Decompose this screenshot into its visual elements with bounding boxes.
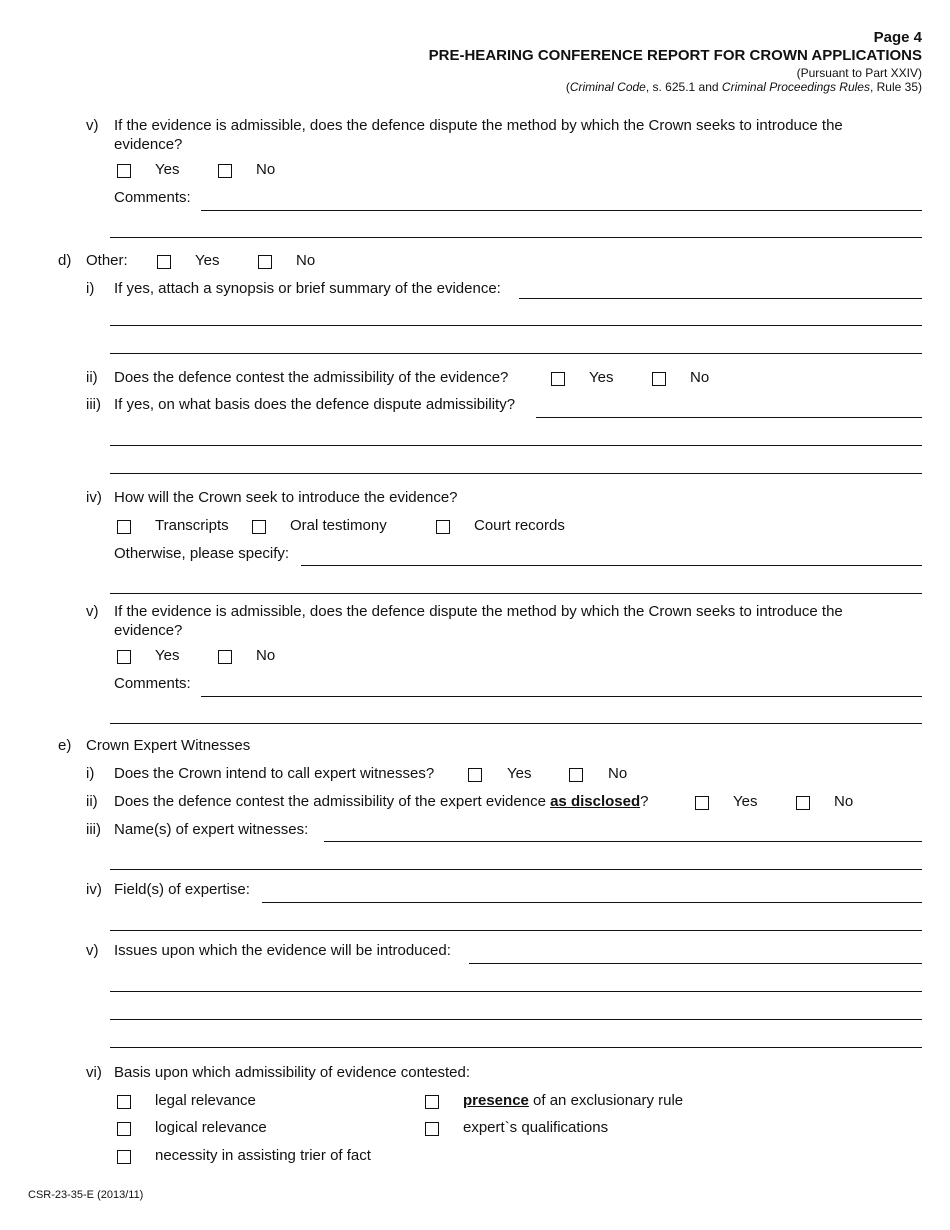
e-iv-line-2[interactable] bbox=[110, 930, 922, 931]
c-v-comments-label: Comments: bbox=[114, 189, 191, 206]
c-v-number: v) bbox=[86, 117, 99, 134]
e-section-title: Crown Expert Witnesses bbox=[86, 737, 251, 754]
e-vi-question: Basis upon which admissibility of evidence contested: bbox=[114, 1064, 471, 1081]
d-ii-no-checkbox[interactable] bbox=[652, 372, 666, 386]
e-v-number: v) bbox=[86, 942, 99, 959]
d-letter: d) bbox=[58, 252, 72, 269]
e-vi-expert-qualifications-label: expert`s qualifications bbox=[463, 1119, 609, 1136]
d-i-line-3[interactable] bbox=[110, 353, 922, 354]
e-vi-logical-relevance-checkbox[interactable] bbox=[117, 1122, 131, 1136]
e-vi-legal-relevance-label: legal relevance bbox=[155, 1092, 256, 1109]
c-v-comments-line-1[interactable] bbox=[201, 210, 922, 211]
e-vi-exclusionary-rule-checkbox[interactable] bbox=[425, 1095, 439, 1109]
d-label: Other: bbox=[86, 252, 128, 269]
d-v-yes-checkbox[interactable] bbox=[117, 650, 131, 664]
e-i-no-label: No bbox=[608, 765, 628, 782]
e-iv-question: Field(s) of expertise: bbox=[114, 881, 250, 898]
e-iii-line-1[interactable] bbox=[324, 841, 922, 842]
e-ii-no-checkbox[interactable] bbox=[796, 796, 810, 810]
e-iv-number: iv) bbox=[86, 881, 102, 898]
d-yes-label: Yes bbox=[195, 252, 220, 269]
e-vi-number: vi) bbox=[86, 1064, 102, 1081]
e-ii-yes-checkbox[interactable] bbox=[695, 796, 709, 810]
d-v-comments-line-2[interactable] bbox=[110, 723, 922, 724]
d-v-comments-line-1[interactable] bbox=[201, 696, 922, 697]
e-v-line-2[interactable] bbox=[110, 991, 922, 992]
d-iv-oral-testimony-label: Oral testimony bbox=[290, 517, 387, 534]
e-v-line-1[interactable] bbox=[469, 963, 922, 964]
d-iii-number: iii) bbox=[86, 396, 101, 413]
c-v-question-line1: If the evidence is admissible, does the defence dispute the method by which the Crown seeks to introduce the bbox=[114, 117, 843, 134]
e-ii-number: ii) bbox=[86, 793, 98, 810]
d-ii-number: ii) bbox=[86, 369, 98, 386]
e-i-no-checkbox[interactable] bbox=[569, 768, 583, 782]
e-iii-number: iii) bbox=[86, 821, 101, 838]
e-ii-no-label: No bbox=[834, 793, 854, 810]
c-v-no-label: No bbox=[256, 161, 276, 178]
c-v-comments-line-2[interactable] bbox=[110, 237, 922, 238]
d-ii-question: Does the defence contest the admissibility of the evidence? bbox=[114, 369, 509, 386]
d-iii-line-3[interactable] bbox=[110, 473, 922, 474]
d-iv-court-records-checkbox[interactable] bbox=[436, 520, 450, 534]
e-ii-yes-label: Yes bbox=[733, 793, 758, 810]
d-iv-otherwise-label: Otherwise, please specify: bbox=[114, 545, 290, 562]
d-v-no-label: No bbox=[256, 647, 276, 664]
d-ii-no-label: No bbox=[690, 369, 710, 386]
d-v-number: v) bbox=[86, 603, 99, 620]
d-iv-oral-testimony-checkbox[interactable] bbox=[252, 520, 266, 534]
d-ii-yes-label: Yes bbox=[589, 369, 614, 386]
d-i-line-1[interactable] bbox=[519, 298, 922, 299]
form-id: CSR-23-35-E (2013/11) bbox=[28, 1189, 144, 1201]
c-v-question-line2: evidence? bbox=[114, 136, 183, 153]
d-iv-otherwise-line-2[interactable] bbox=[110, 593, 922, 594]
d-no-label: No bbox=[296, 252, 316, 269]
e-vi-expert-qualifications-checkbox[interactable] bbox=[425, 1122, 439, 1136]
d-v-comments-label: Comments: bbox=[114, 675, 191, 692]
e-i-yes-label: Yes bbox=[507, 765, 532, 782]
c-v-no-checkbox[interactable] bbox=[218, 164, 232, 178]
e-iii-line-2[interactable] bbox=[110, 869, 922, 870]
d-iv-number: iv) bbox=[86, 489, 102, 506]
d-iii-line-2[interactable] bbox=[110, 445, 922, 446]
page-number: Page 4 bbox=[873, 29, 922, 46]
d-yes-checkbox[interactable] bbox=[157, 255, 171, 269]
e-vi-logical-relevance-label: logical relevance bbox=[155, 1119, 267, 1136]
d-iv-transcripts-label: Transcripts bbox=[155, 517, 229, 534]
d-iv-otherwise-line-1[interactable] bbox=[301, 565, 922, 566]
c-v-yes-checkbox[interactable] bbox=[117, 164, 131, 178]
d-v-question-line2: evidence? bbox=[114, 622, 183, 639]
pursuant-note: (Pursuant to Part XXIV) bbox=[796, 66, 922, 80]
e-i-yes-checkbox[interactable] bbox=[468, 768, 482, 782]
c-v-yes-label: Yes bbox=[155, 161, 180, 178]
e-ii-question: Does the defence contest the admissibility of the expert evidence as disclosed? bbox=[114, 793, 649, 810]
d-i-line-2[interactable] bbox=[110, 325, 922, 326]
d-iv-question: How will the Crown seek to introduce the evidence? bbox=[114, 489, 458, 506]
d-v-no-checkbox[interactable] bbox=[218, 650, 232, 664]
e-vi-necessity-checkbox[interactable] bbox=[117, 1150, 131, 1164]
d-iii-question: If yes, on what basis does the defence dispute admissibility? bbox=[114, 396, 516, 413]
d-iv-transcripts-checkbox[interactable] bbox=[117, 520, 131, 534]
d-v-question-line1: If the evidence is admissible, does the defence dispute the method by which the Crown seeks to introduce the bbox=[114, 603, 843, 620]
e-iii-question: Name(s) of expert witnesses: bbox=[114, 821, 309, 838]
d-iv-court-records-label: Court records bbox=[474, 517, 565, 534]
e-v-line-4[interactable] bbox=[110, 1047, 922, 1048]
d-v-yes-label: Yes bbox=[155, 647, 180, 664]
d-ii-yes-checkbox[interactable] bbox=[551, 372, 565, 386]
e-letter: e) bbox=[58, 737, 72, 754]
d-no-checkbox[interactable] bbox=[258, 255, 272, 269]
e-v-line-3[interactable] bbox=[110, 1019, 922, 1020]
e-vi-exclusionary-rule-label: presence of an exclusionary rule bbox=[463, 1092, 684, 1109]
e-vi-necessity-label: necessity in assisting trier of fact bbox=[155, 1147, 371, 1164]
e-i-number: i) bbox=[86, 765, 95, 782]
e-v-question: Issues upon which the evidence will be introduced: bbox=[114, 942, 451, 959]
e-i-question: Does the Crown intend to call expert witnesses? bbox=[114, 765, 435, 782]
form-title: PRE-HEARING CONFERENCE REPORT FOR CROWN APPLICATIONS bbox=[428, 47, 922, 64]
e-iv-line-1[interactable] bbox=[262, 902, 922, 903]
e-vi-legal-relevance-checkbox[interactable] bbox=[117, 1095, 131, 1109]
legal-citation: (Criminal Code, s. 625.1 and Criminal Proceedings Rules, Rule 35) bbox=[565, 80, 922, 94]
d-iii-line-1[interactable] bbox=[536, 417, 922, 418]
d-i-number: i) bbox=[86, 280, 95, 297]
d-i-question: If yes, attach a synopsis or brief summary of the evidence: bbox=[114, 280, 501, 297]
